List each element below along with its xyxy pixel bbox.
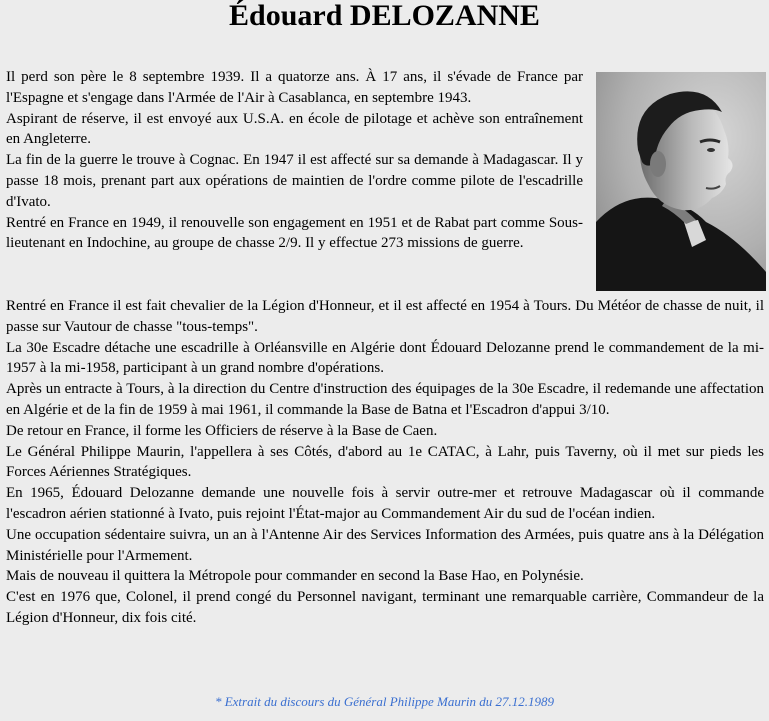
biography-paragraph: Mais de nouveau il quittera la Métropole pour commander en second la Base Hao, en Polynésie. <box>6 568 584 585</box>
biography-paragraph: Il perd son père le 8 septembre 1939. Il a quatorze ans. À 17 ans, il s'évade de France par l'Espagne et s'engage dans l'Armée de l'Air à Casablanca, en septembre 1943. <box>6 69 583 106</box>
portrait-illustration <box>596 72 766 291</box>
biography-lower <box>6 296 764 629</box>
biography-paragraph: Une occupation sédentaire suivra, un an à l'Antenne Air des Services Information des Armées, puis quatre ans à la Délégation Ministérielle pour l'Armement. <box>6 526 764 564</box>
biography-paragraph: Le Général Philippe Maurin, l'appellera à ses Côtés, d'abord au 1e CATAC, à Lahr, puis Taverny, où il met sur pieds les Forces Aériennes Stratégiques. <box>6 443 764 481</box>
biography-paragraph: De retour en France, il forme les Officiers de réserve à la Base de Caen. <box>6 422 438 439</box>
biography-paragraph: La fin de la guerre le trouve à Cognac. En 1947 il est affecté sur sa demande à Madagascar. Il y passe 18 mois, prenant part aux opérations de maintien de l'ordre comme pilote de l'escadrille d'Ivato. <box>6 152 583 210</box>
portrait-photo <box>596 72 766 291</box>
biography-paragraph: Après un entracte à Tours, à la direction du Centre d'instruction des équipages de la 30e Escadre, il redemande une affectation en Algérie et de la fin de 1959 à mai 1961, il commande la Base de Batna et l'Escadron d'appui 3/10. <box>6 381 764 418</box>
biography-paragraph: Aspirant de réserve, il est envoyé aux U.S.A. en école de pilotage et achève son entraînement en Angleterre. <box>6 110 583 148</box>
biography-paragraph: En 1965, Édouard Delozanne demande une nouvelle fois à servir outre-mer et retrouve Madagascar où il commande l'escadron aérien stationné à Ivato, puis rejoint l'État-major au Commandement Air du sud de l'océan indien. <box>6 485 764 522</box>
biography-paragraph: La 30e Escadre détache une escadrille à Orléansville en Algérie dont Édouard Delozanne prend le commandement de la mi-1957 à la mi-1958, participant à un grand nombre d'opérations. <box>6 339 764 377</box>
biography-upper <box>6 67 583 254</box>
source-caption: * Extrait du discours du Général Philippe Maurin du 27.12.1989 <box>214 694 555 709</box>
page-title: Édouard DELOZANNE <box>229 0 540 32</box>
biography-paragraph: Rentré en France il est fait chevalier de la Légion d'Honneur, et il est affecté en 1954 à Tours. Du Météor de chasse de nuit, il passe sur Vautour de chasse "tous-temps". <box>6 298 764 335</box>
biography-paragraph: C'est en 1976 que, Colonel, il prend congé du Personnel navigant, terminant une remarquable carrière, Commandeur de la Légion d'Honneur, dix fois cité. <box>6 589 764 626</box>
biography-paragraph: Rentré en France en 1949, il renouvelle son engagement en 1951 et de Rabat part comme Sous-lieutenant en Indochine, au groupe de chasse 2/9. Il y effectue 273 missions de guerre. <box>6 214 583 252</box>
